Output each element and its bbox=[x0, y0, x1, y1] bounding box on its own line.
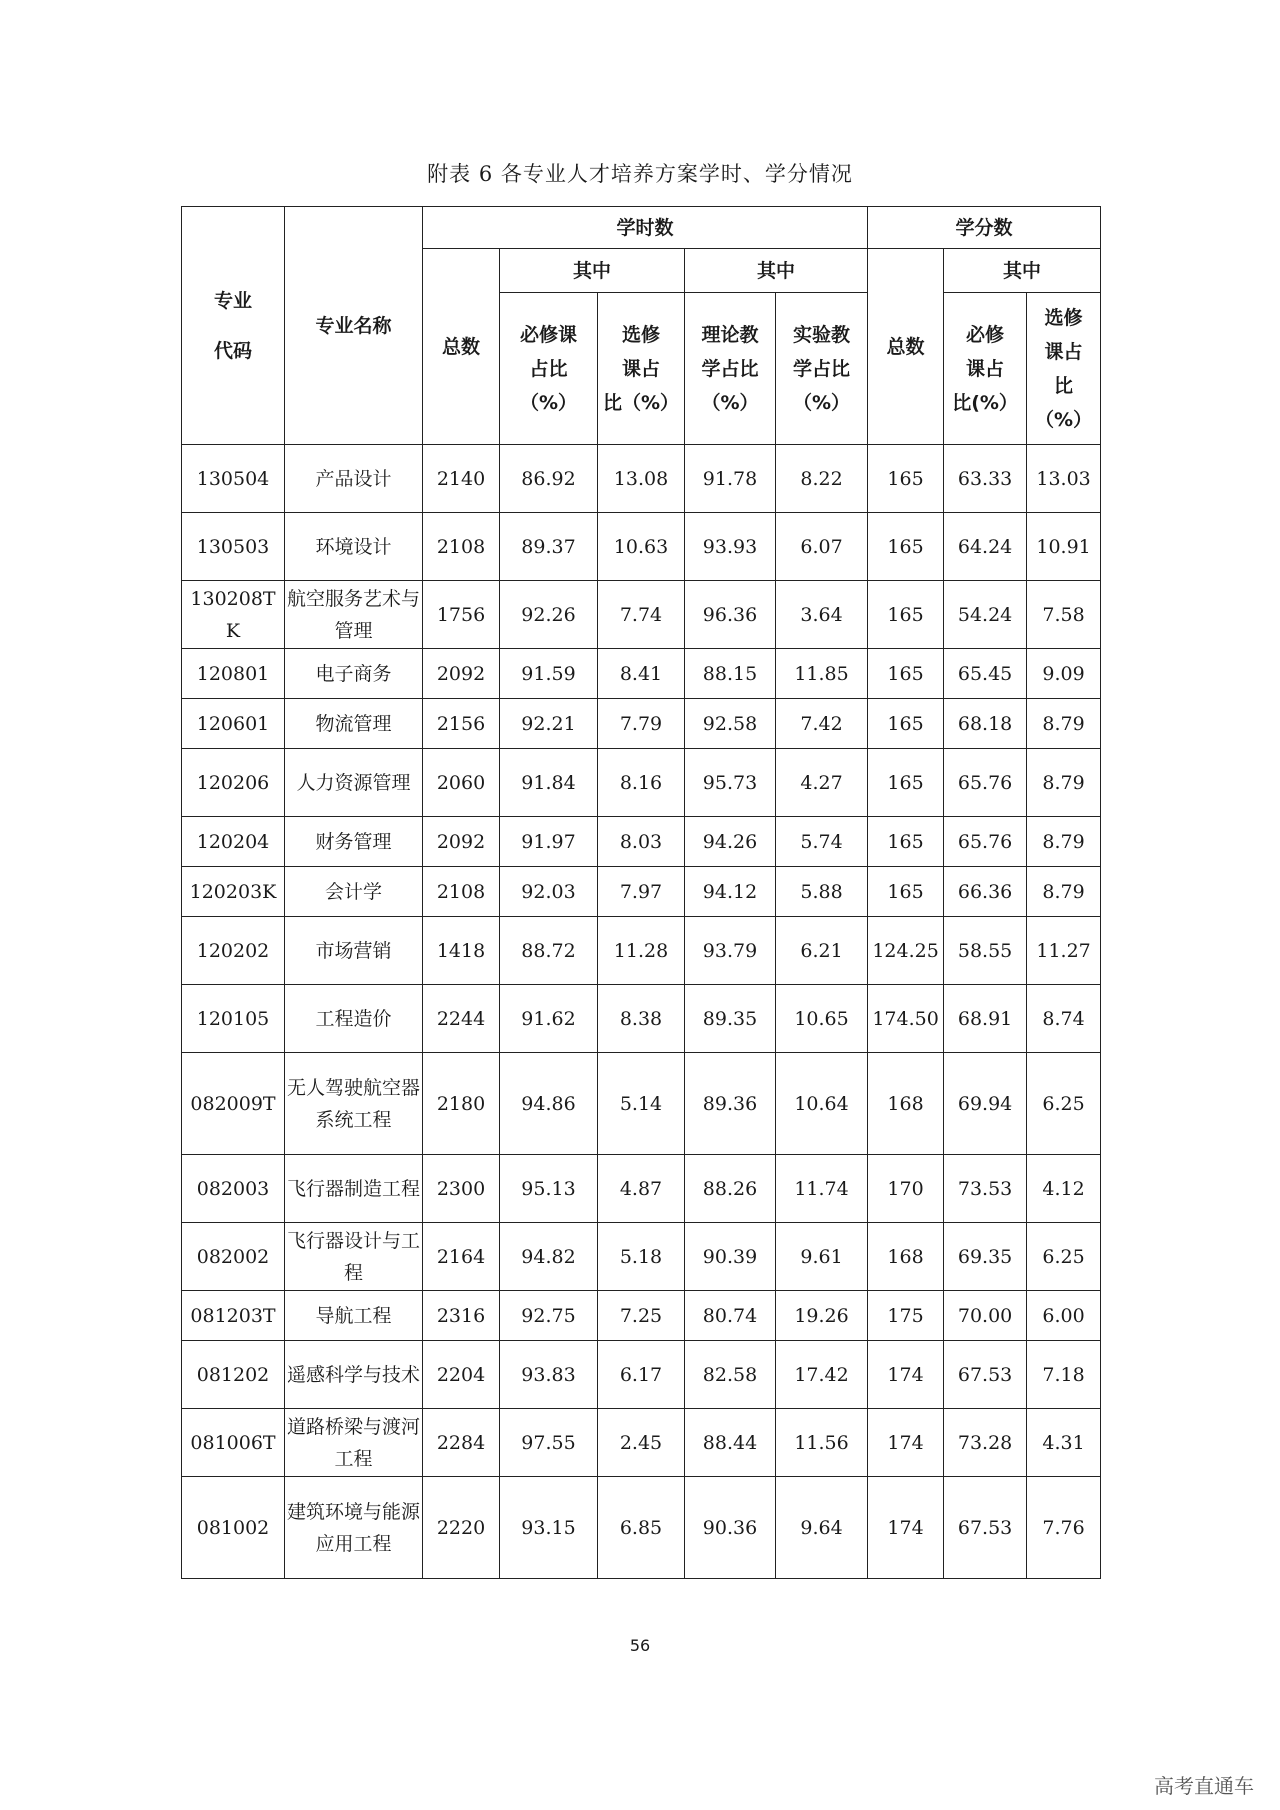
credit-required-ratio-cell: 68.91 bbox=[944, 985, 1027, 1053]
name-cell: 飞行器设计与工程 bbox=[285, 1223, 423, 1291]
credit-required-ratio-cell: 73.28 bbox=[944, 1409, 1027, 1477]
lab-ratio-cell: 7.42 bbox=[776, 699, 868, 749]
theory-ratio-cell: 96.36 bbox=[685, 581, 776, 649]
code-cell: 130208TK bbox=[182, 581, 285, 649]
required-ratio-cell: 89.37 bbox=[500, 513, 598, 581]
credits-total-cell: 168 bbox=[868, 1053, 944, 1155]
table-row bbox=[182, 1223, 1101, 1291]
elective-ratio-cell: 7.74 bbox=[598, 581, 685, 649]
required-ratio-cell: 92.03 bbox=[500, 867, 598, 917]
hours-total-cell: 2220 bbox=[423, 1477, 500, 1579]
header-major-code: 专业 代码 bbox=[182, 207, 285, 445]
credit-elective-ratio-cell: 6.00 bbox=[1027, 1291, 1101, 1341]
name-cell: 遥感科学与技术 bbox=[285, 1341, 423, 1409]
name-cell: 物流管理 bbox=[285, 699, 423, 749]
header-among-1: 其中 bbox=[500, 249, 685, 293]
elective-ratio-cell: 7.97 bbox=[598, 867, 685, 917]
hours-total-cell: 2164 bbox=[423, 1223, 500, 1291]
credit-elective-ratio-cell: 4.12 bbox=[1027, 1155, 1101, 1223]
credits-total-cell: 165 bbox=[868, 749, 944, 817]
lab-ratio-cell: 4.27 bbox=[776, 749, 868, 817]
credits-total-cell: 165 bbox=[868, 581, 944, 649]
lab-ratio-cell: 17.42 bbox=[776, 1341, 868, 1409]
code-cell: 120203K bbox=[182, 867, 285, 917]
lab-ratio-cell: 11.56 bbox=[776, 1409, 868, 1477]
code-cell: 130504 bbox=[182, 445, 285, 513]
required-ratio-cell: 91.59 bbox=[500, 649, 598, 699]
credit-elective-ratio-cell: 8.79 bbox=[1027, 867, 1101, 917]
name-cell: 市场营销 bbox=[285, 917, 423, 985]
elective-ratio-cell: 10.63 bbox=[598, 513, 685, 581]
hours-total-cell: 2204 bbox=[423, 1341, 500, 1409]
name-cell: 电子商务 bbox=[285, 649, 423, 699]
header-credit-elective-ratio: 选修 课占 比 （%） bbox=[1027, 293, 1101, 445]
hours-total-cell: 2108 bbox=[423, 867, 500, 917]
elective-ratio-cell: 8.41 bbox=[598, 649, 685, 699]
name-cell: 产品设计 bbox=[285, 445, 423, 513]
table-row bbox=[182, 749, 1101, 817]
theory-ratio-cell: 88.26 bbox=[685, 1155, 776, 1223]
theory-ratio-cell: 88.15 bbox=[685, 649, 776, 699]
theory-ratio-cell: 93.79 bbox=[685, 917, 776, 985]
table-row bbox=[182, 649, 1101, 699]
code-cell: 120204 bbox=[182, 817, 285, 867]
hours-total-cell: 2180 bbox=[423, 1053, 500, 1155]
code-cell: 130503 bbox=[182, 513, 285, 581]
credits-total-cell: 174 bbox=[868, 1341, 944, 1409]
name-cell: 环境设计 bbox=[285, 513, 423, 581]
required-ratio-cell: 88.72 bbox=[500, 917, 598, 985]
lab-ratio-cell: 8.22 bbox=[776, 445, 868, 513]
name-cell: 财务管理 bbox=[285, 817, 423, 867]
elective-ratio-cell: 6.17 bbox=[598, 1341, 685, 1409]
code-cell: 120801 bbox=[182, 649, 285, 699]
credit-elective-ratio-cell: 8.79 bbox=[1027, 817, 1101, 867]
header-hours-total: 总数 bbox=[423, 249, 500, 445]
hours-total-cell: 1756 bbox=[423, 581, 500, 649]
credit-required-ratio-cell: 69.35 bbox=[944, 1223, 1027, 1291]
credit-elective-ratio-cell: 9.09 bbox=[1027, 649, 1101, 699]
elective-ratio-cell: 8.16 bbox=[598, 749, 685, 817]
elective-ratio-cell: 8.38 bbox=[598, 985, 685, 1053]
header-credits-group: 学分数 bbox=[868, 207, 1101, 249]
code-cell: 120601 bbox=[182, 699, 285, 749]
table-row bbox=[182, 1155, 1101, 1223]
code-cell: 081006T bbox=[182, 1409, 285, 1477]
theory-ratio-cell: 91.78 bbox=[685, 445, 776, 513]
name-cell: 道路桥梁与渡河工程 bbox=[285, 1409, 423, 1477]
credit-elective-ratio-cell: 8.79 bbox=[1027, 749, 1101, 817]
table-row bbox=[182, 1053, 1101, 1155]
required-ratio-cell: 91.97 bbox=[500, 817, 598, 867]
code-cell: 120206 bbox=[182, 749, 285, 817]
theory-ratio-cell: 88.44 bbox=[685, 1409, 776, 1477]
credit-elective-ratio-cell: 7.76 bbox=[1027, 1477, 1101, 1579]
code-cell: 081202 bbox=[182, 1341, 285, 1409]
table-row bbox=[182, 817, 1101, 867]
required-ratio-cell: 91.84 bbox=[500, 749, 598, 817]
credit-elective-ratio-cell: 7.58 bbox=[1027, 581, 1101, 649]
table-row bbox=[182, 513, 1101, 581]
header-among-3: 其中 bbox=[944, 249, 1101, 293]
lab-ratio-cell: 19.26 bbox=[776, 1291, 868, 1341]
table-title: 附表 6 各专业人才培养方案学时、学分情况 bbox=[427, 162, 853, 186]
theory-ratio-cell: 89.36 bbox=[685, 1053, 776, 1155]
required-ratio-cell: 94.86 bbox=[500, 1053, 598, 1155]
elective-ratio-cell: 7.79 bbox=[598, 699, 685, 749]
lab-ratio-cell: 6.21 bbox=[776, 917, 868, 985]
theory-ratio-cell: 92.58 bbox=[685, 699, 776, 749]
credit-required-ratio-cell: 68.18 bbox=[944, 699, 1027, 749]
code-cell: 120202 bbox=[182, 917, 285, 985]
lab-ratio-cell: 11.85 bbox=[776, 649, 868, 699]
name-cell: 飞行器制造工程 bbox=[285, 1155, 423, 1223]
table-row bbox=[182, 445, 1101, 513]
hours-total-cell: 2060 bbox=[423, 749, 500, 817]
header-hours-group: 学时数 bbox=[423, 207, 868, 249]
elective-ratio-cell: 7.25 bbox=[598, 1291, 685, 1341]
credits-total-cell: 165 bbox=[868, 699, 944, 749]
required-ratio-cell: 97.55 bbox=[500, 1409, 598, 1477]
credit-required-ratio-cell: 64.24 bbox=[944, 513, 1027, 581]
table-row bbox=[182, 1341, 1101, 1409]
required-ratio-cell: 95.13 bbox=[500, 1155, 598, 1223]
header-credit-required-ratio: 必修 课占 比(%） bbox=[944, 293, 1027, 445]
credits-total-cell: 165 bbox=[868, 867, 944, 917]
credits-total-cell: 165 bbox=[868, 817, 944, 867]
credits-total-cell: 165 bbox=[868, 649, 944, 699]
hours-total-cell: 2092 bbox=[423, 817, 500, 867]
header-required-ratio: 必修课 占比 （%） bbox=[500, 293, 598, 445]
elective-ratio-cell: 5.18 bbox=[598, 1223, 685, 1291]
hours-total-cell: 2108 bbox=[423, 513, 500, 581]
theory-ratio-cell: 90.36 bbox=[685, 1477, 776, 1579]
lab-ratio-cell: 11.74 bbox=[776, 1155, 868, 1223]
table-row bbox=[182, 581, 1101, 649]
credit-elective-ratio-cell: 6.25 bbox=[1027, 1053, 1101, 1155]
table-row bbox=[182, 1477, 1101, 1579]
lab-ratio-cell: 5.88 bbox=[776, 867, 868, 917]
lab-ratio-cell: 9.61 bbox=[776, 1223, 868, 1291]
required-ratio-cell: 92.26 bbox=[500, 581, 598, 649]
theory-ratio-cell: 90.39 bbox=[685, 1223, 776, 1291]
header-credits-total: 总数 bbox=[868, 249, 944, 445]
credit-required-ratio-cell: 67.53 bbox=[944, 1341, 1027, 1409]
credit-elective-ratio-cell: 11.27 bbox=[1027, 917, 1101, 985]
credit-required-ratio-cell: 54.24 bbox=[944, 581, 1027, 649]
name-cell: 导航工程 bbox=[285, 1291, 423, 1341]
code-cell: 082003 bbox=[182, 1155, 285, 1223]
name-cell: 航空服务艺术与管理 bbox=[285, 581, 423, 649]
credit-required-ratio-cell: 73.53 bbox=[944, 1155, 1027, 1223]
credit-required-ratio-cell: 58.55 bbox=[944, 917, 1027, 985]
elective-ratio-cell: 5.14 bbox=[598, 1053, 685, 1155]
theory-ratio-cell: 95.73 bbox=[685, 749, 776, 817]
credit-required-ratio-cell: 65.76 bbox=[944, 749, 1027, 817]
credits-total-cell: 174.50 bbox=[868, 985, 944, 1053]
table-row bbox=[182, 917, 1101, 985]
lab-ratio-cell: 3.64 bbox=[776, 581, 868, 649]
credits-total-cell: 175 bbox=[868, 1291, 944, 1341]
credit-elective-ratio-cell: 8.79 bbox=[1027, 699, 1101, 749]
credit-required-ratio-cell: 66.36 bbox=[944, 867, 1027, 917]
credit-required-ratio-cell: 67.53 bbox=[944, 1477, 1027, 1579]
name-cell: 工程造价 bbox=[285, 985, 423, 1053]
hours-total-cell: 2140 bbox=[423, 445, 500, 513]
credits-total-cell: 165 bbox=[868, 445, 944, 513]
required-ratio-cell: 92.21 bbox=[500, 699, 598, 749]
credit-elective-ratio-cell: 8.74 bbox=[1027, 985, 1101, 1053]
required-ratio-cell: 94.82 bbox=[500, 1223, 598, 1291]
hours-total-cell: 1418 bbox=[423, 917, 500, 985]
credit-required-ratio-cell: 65.76 bbox=[944, 817, 1027, 867]
credit-elective-ratio-cell: 13.03 bbox=[1027, 445, 1101, 513]
header-among-2: 其中 bbox=[685, 249, 868, 293]
credits-total-cell: 165 bbox=[868, 513, 944, 581]
theory-ratio-cell: 93.93 bbox=[685, 513, 776, 581]
credits-total-cell: 174 bbox=[868, 1477, 944, 1579]
credits-total-cell: 168 bbox=[868, 1223, 944, 1291]
code-cell: 082009T bbox=[182, 1053, 285, 1155]
elective-ratio-cell: 11.28 bbox=[598, 917, 685, 985]
hours-total-cell: 2244 bbox=[423, 985, 500, 1053]
credit-required-ratio-cell: 69.94 bbox=[944, 1053, 1027, 1155]
lab-ratio-cell: 9.64 bbox=[776, 1477, 868, 1579]
elective-ratio-cell: 8.03 bbox=[598, 817, 685, 867]
name-cell: 建筑环境与能源应用工程 bbox=[285, 1477, 423, 1579]
table-row bbox=[182, 867, 1101, 917]
theory-ratio-cell: 89.35 bbox=[685, 985, 776, 1053]
credit-elective-ratio-cell: 6.25 bbox=[1027, 1223, 1101, 1291]
theory-ratio-cell: 94.26 bbox=[685, 817, 776, 867]
lab-ratio-cell: 5.74 bbox=[776, 817, 868, 867]
header-elective-ratio: 选修 课占 比（%） bbox=[598, 293, 685, 445]
credit-elective-ratio-cell: 10.91 bbox=[1027, 513, 1101, 581]
required-ratio-cell: 93.15 bbox=[500, 1477, 598, 1579]
name-cell: 人力资源管理 bbox=[285, 749, 423, 817]
theory-ratio-cell: 80.74 bbox=[685, 1291, 776, 1341]
table-body bbox=[182, 445, 1101, 1579]
hours-total-cell: 2092 bbox=[423, 649, 500, 699]
lab-ratio-cell: 10.65 bbox=[776, 985, 868, 1053]
table-row bbox=[182, 985, 1101, 1053]
hours-total-cell: 2156 bbox=[423, 699, 500, 749]
header-major-name: 专业名称 bbox=[285, 207, 423, 445]
credit-required-ratio-cell: 63.33 bbox=[944, 445, 1027, 513]
lab-ratio-cell: 10.64 bbox=[776, 1053, 868, 1155]
credits-total-cell: 124.25 bbox=[868, 917, 944, 985]
theory-ratio-cell: 94.12 bbox=[685, 867, 776, 917]
elective-ratio-cell: 2.45 bbox=[598, 1409, 685, 1477]
name-cell: 无人驾驶航空器系统工程 bbox=[285, 1053, 423, 1155]
elective-ratio-cell: 13.08 bbox=[598, 445, 685, 513]
table-row bbox=[182, 699, 1101, 749]
credits-total-cell: 170 bbox=[868, 1155, 944, 1223]
credit-elective-ratio-cell: 7.18 bbox=[1027, 1341, 1101, 1409]
page-number: 56 bbox=[629, 1636, 651, 1655]
required-ratio-cell: 93.83 bbox=[500, 1341, 598, 1409]
credits-total-cell: 174 bbox=[868, 1409, 944, 1477]
credit-required-ratio-cell: 70.00 bbox=[944, 1291, 1027, 1341]
header-lab-ratio: 实验教 学占比 （%） bbox=[776, 293, 868, 445]
elective-ratio-cell: 6.85 bbox=[598, 1477, 685, 1579]
code-cell: 081203T bbox=[182, 1291, 285, 1341]
required-ratio-cell: 86.92 bbox=[500, 445, 598, 513]
lab-ratio-cell: 6.07 bbox=[776, 513, 868, 581]
header-theory-ratio: 理论教 学占比 （%） bbox=[685, 293, 776, 445]
table-row bbox=[182, 1291, 1101, 1341]
elective-ratio-cell: 4.87 bbox=[598, 1155, 685, 1223]
hours-total-cell: 2316 bbox=[423, 1291, 500, 1341]
credit-elective-ratio-cell: 4.31 bbox=[1027, 1409, 1101, 1477]
watermark-text: 高考直通车 bbox=[1154, 1774, 1254, 1798]
table-row bbox=[182, 1409, 1101, 1477]
code-cell: 120105 bbox=[182, 985, 285, 1053]
code-cell: 081002 bbox=[182, 1477, 285, 1579]
required-ratio-cell: 92.75 bbox=[500, 1291, 598, 1341]
hours-total-cell: 2284 bbox=[423, 1409, 500, 1477]
code-cell: 082002 bbox=[182, 1223, 285, 1291]
hours-total-cell: 2300 bbox=[423, 1155, 500, 1223]
name-cell: 会计学 bbox=[285, 867, 423, 917]
required-ratio-cell: 91.62 bbox=[500, 985, 598, 1053]
credit-required-ratio-cell: 65.45 bbox=[944, 649, 1027, 699]
data-table bbox=[181, 206, 1101, 1579]
theory-ratio-cell: 82.58 bbox=[685, 1341, 776, 1409]
